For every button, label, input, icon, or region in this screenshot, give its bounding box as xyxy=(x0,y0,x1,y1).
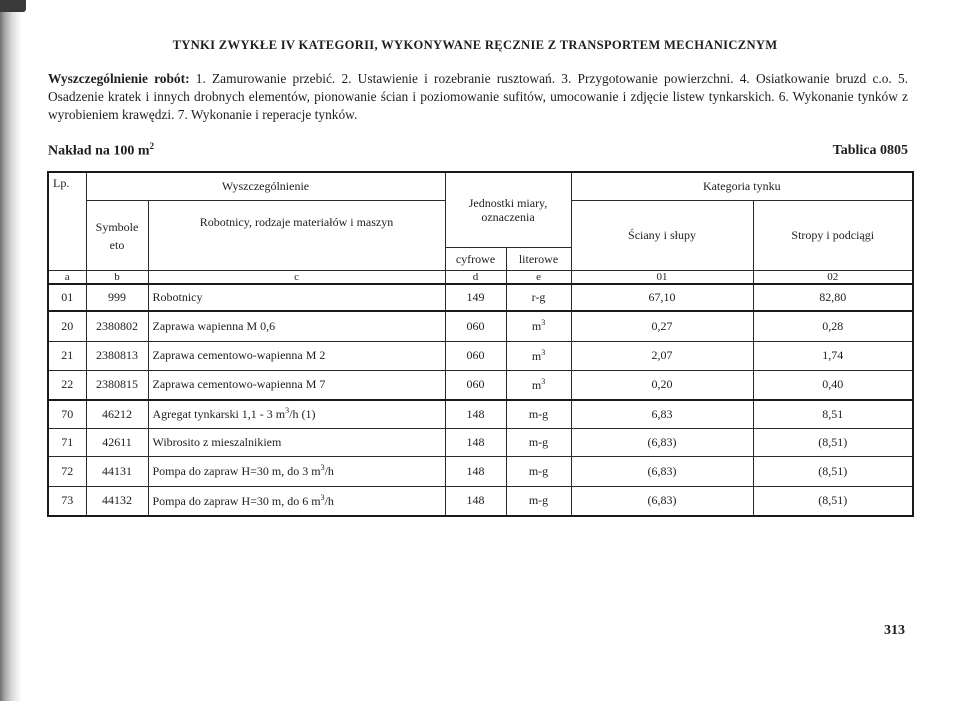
row-stropy: 0,40 xyxy=(753,370,913,400)
row-sciany: (6,83) xyxy=(571,456,753,486)
naklad-heading xyxy=(48,141,154,160)
row-name: Robotnicy xyxy=(148,284,445,311)
row-cyfrowe: 148 xyxy=(445,428,506,456)
row-cyfrowe: 060 xyxy=(445,341,506,370)
row-literowe: m-g xyxy=(506,428,571,456)
row-sciany: (6,83) xyxy=(571,428,753,456)
unit-exponent: 3 xyxy=(541,347,546,357)
name-exponent: 3 xyxy=(320,463,325,472)
row-name xyxy=(148,456,445,486)
row-literowe xyxy=(506,370,571,400)
row-lp: 20 xyxy=(48,311,86,341)
description-label: Wyszczególnienie robót: xyxy=(48,71,190,86)
row-symbol: 42611 xyxy=(86,428,148,456)
unit-base: m xyxy=(531,377,542,392)
row-stropy: (8,51) xyxy=(753,428,913,456)
row-name: Zaprawa wapienna M 0,6 xyxy=(148,311,445,341)
table-row xyxy=(48,341,913,370)
column-letter: c xyxy=(148,271,445,285)
row-symbol: 999 xyxy=(86,284,148,311)
row-name: Wibrosito z mieszalnikiem xyxy=(148,428,445,456)
table-number: Tablica 0805 xyxy=(832,143,908,158)
table-row xyxy=(48,311,913,341)
table-row xyxy=(48,456,913,486)
row-cyfrowe: 148 xyxy=(445,456,506,486)
page-title: TYNKI ZWYKŁE IV KATEGORII, WYKONYWANE RĘCZNIE Z TRANSPORTEM MECHANICZNYM xyxy=(172,38,778,52)
row-literowe: m-g xyxy=(506,400,571,428)
row-cyfrowe: 149 xyxy=(445,284,506,311)
row-name xyxy=(148,400,445,428)
header-sciany: Ściany i słupy xyxy=(571,201,753,271)
column-letter: 02 xyxy=(753,271,913,285)
column-letter: e xyxy=(506,271,571,285)
row-lp: 71 xyxy=(48,428,86,456)
works-description xyxy=(48,70,908,124)
row-name xyxy=(148,486,445,516)
row-lp: 21 xyxy=(48,341,86,370)
row-stropy: (8,51) xyxy=(753,456,913,486)
name-exponent: 3 xyxy=(320,492,325,502)
row-literowe: m-g xyxy=(506,486,571,516)
row-stropy: 1,74 xyxy=(753,341,913,370)
name-suffix: /h xyxy=(324,493,334,508)
row-lp: 22 xyxy=(48,370,86,400)
row-literowe: m-g xyxy=(506,456,571,486)
unit-base: m xyxy=(531,348,542,363)
row-lp: 01 xyxy=(48,284,86,311)
column-letter: 01 xyxy=(571,271,753,285)
row-name: Zaprawa cementowo-wapienna M 2 xyxy=(148,341,445,370)
row-symbol: 2380813 xyxy=(86,341,148,370)
row-sciany: 6,83 xyxy=(571,400,753,428)
row-literowe xyxy=(506,341,571,370)
header-robotnicy: Robotnicy, rodzaje materiałów i maszyn xyxy=(148,201,445,271)
header-wyszczegolnienie: Wyszczególnienie xyxy=(86,172,445,201)
header-cyfrowe: cyfrowe xyxy=(445,248,506,271)
row-sciany: 67,10 xyxy=(571,284,753,311)
unit-exponent: 3 xyxy=(541,318,546,328)
row-cyfrowe: 148 xyxy=(445,400,506,428)
description-text: 1. Zamurowanie przebić. 2. Ustawienie i rozebranie rusztowań. 3. Przygotowanie powierzchni. 4. Osiatkowanie bruzd c.o. 5. Osadzenie kratek i innych drobnych elementów, pionowanie ścian i poziomowanie sufitów, umocowanie i zdjęcie listew tynkarskich. 6. Wykonanie tynków z wyrobieniem krawędzi. 7. Wykonanie i reperacje tynków. xyxy=(48,71,909,122)
row-cyfrowe: 148 xyxy=(445,486,506,516)
norm-table xyxy=(47,171,914,517)
name-text: Pompa do zapraw H=30 m, do 3 m xyxy=(152,464,321,478)
header-literowe: literowe xyxy=(506,248,571,271)
naklad-exponent: 2 xyxy=(149,141,155,151)
row-lp: 73 xyxy=(48,486,86,516)
row-lp: 72 xyxy=(48,456,86,486)
header-jednostki: Jednostki miary, oznaczenia xyxy=(445,172,571,248)
name-suffix: /h (1) xyxy=(289,407,316,422)
name-exponent: 3 xyxy=(285,406,290,416)
table-row xyxy=(48,370,913,400)
row-sciany: 0,20 xyxy=(571,370,753,400)
row-name: Zaprawa cementowo-wapienna M 7 xyxy=(148,370,445,400)
table-row xyxy=(48,400,913,428)
corner-tab xyxy=(0,0,26,12)
page-gutter-shadow xyxy=(0,0,22,701)
row-sciany: 0,27 xyxy=(571,311,753,341)
row-symbol: 2380815 xyxy=(86,370,148,400)
column-letter: d xyxy=(445,271,506,285)
name-text: Agregat tynkarski 1,1 - 3 m xyxy=(152,407,286,422)
row-symbol: 46212 xyxy=(86,400,148,428)
name-text: Pompa do zapraw H=30 m, do 6 m xyxy=(152,493,321,508)
unit-exponent: 3 xyxy=(541,376,546,386)
header-stropy: Stropy i podciągi xyxy=(753,201,913,271)
column-letter: a xyxy=(48,271,86,285)
row-literowe: r-g xyxy=(506,284,571,311)
table-row xyxy=(48,486,913,516)
row-stropy: 0,28 xyxy=(753,311,913,341)
row-cyfrowe: 060 xyxy=(445,370,506,400)
row-sciany: 2,07 xyxy=(571,341,753,370)
header-kategoria: Kategoria tynku xyxy=(571,172,913,201)
page-number: 313 xyxy=(884,623,905,638)
table-row xyxy=(48,284,913,311)
row-symbol: 44132 xyxy=(86,486,148,516)
row-literowe xyxy=(506,311,571,341)
row-stropy: 82,80 xyxy=(753,284,913,311)
row-symbol: 2380802 xyxy=(86,311,148,341)
header-lp: Lp. xyxy=(48,172,86,271)
unit-base: m xyxy=(531,319,542,334)
table-row xyxy=(48,428,913,456)
row-lp: 70 xyxy=(48,400,86,428)
column-letter: b xyxy=(86,271,148,285)
row-symbol: 44131 xyxy=(86,456,148,486)
row-stropy: 8,51 xyxy=(753,400,913,428)
naklad-label: Nakład na 100 m xyxy=(48,143,150,159)
row-stropy: (8,51) xyxy=(753,486,913,516)
name-suffix: /h xyxy=(324,464,334,478)
row-cyfrowe: 060 xyxy=(445,311,506,341)
row-sciany: (6,83) xyxy=(571,486,753,516)
header-symbole: Symbole eto xyxy=(86,201,148,271)
